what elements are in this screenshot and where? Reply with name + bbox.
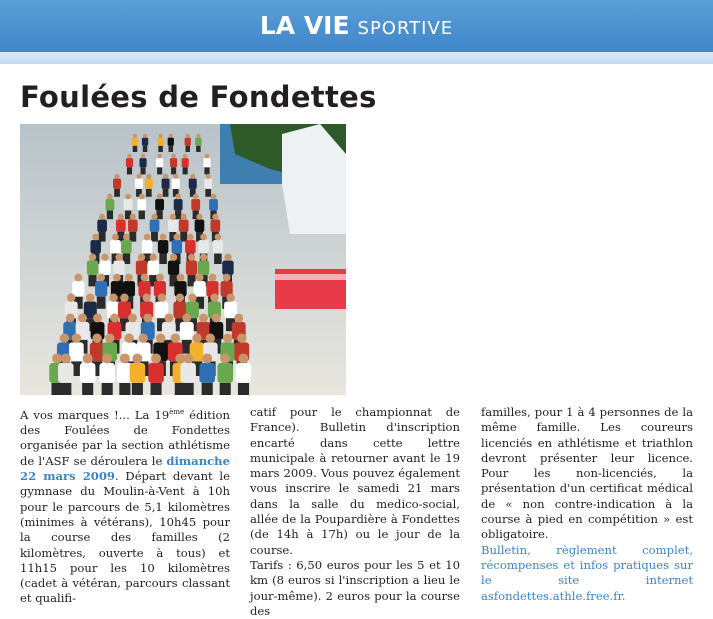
runner-head — [66, 314, 75, 323]
runner-head — [202, 353, 212, 363]
runner-head — [61, 353, 71, 363]
runner-legs — [82, 383, 93, 395]
runner-head — [67, 294, 75, 302]
runner-shirt — [199, 363, 215, 383]
article-column-3 — [481, 405, 693, 604]
section-title-lead: LA VIE — [259, 11, 350, 40]
runner-shirt — [139, 158, 146, 167]
runner-shirt — [217, 363, 233, 383]
race-date: dimanche 22 mars 2009 — [20, 453, 230, 484]
runner-head — [164, 314, 173, 323]
runner-legs — [163, 189, 169, 197]
race-photo — [20, 124, 346, 395]
runner-legs — [102, 383, 113, 395]
runner-head — [170, 214, 176, 220]
article-column-2 — [250, 405, 460, 619]
runner-shirt — [222, 260, 233, 275]
runner-head — [196, 134, 200, 138]
runner-head — [212, 214, 218, 220]
runner-shirt — [168, 138, 174, 146]
runner-head — [158, 294, 166, 302]
runner-head — [206, 333, 215, 342]
runner-legs — [214, 254, 222, 265]
runner-head — [120, 353, 130, 363]
runner-shirt — [189, 179, 197, 189]
runner-head — [196, 274, 204, 282]
runner-legs — [133, 146, 138, 152]
runner-head — [141, 154, 146, 159]
runner-head — [192, 333, 201, 342]
runner-head — [52, 353, 62, 363]
runner-head — [114, 174, 119, 179]
runner-head — [206, 174, 211, 179]
runner-shirt — [162, 179, 170, 189]
runner-head — [127, 154, 132, 159]
runner-shirt — [99, 363, 115, 383]
runner-head — [170, 254, 177, 261]
runner-head — [199, 314, 208, 323]
runner-shirt — [209, 199, 218, 210]
runner-shirt — [130, 363, 146, 383]
runner-head — [130, 214, 136, 220]
runner-shirt — [99, 260, 110, 275]
runner-head — [105, 333, 114, 342]
runner-head — [109, 294, 117, 302]
runner-shirt — [58, 363, 74, 383]
runner-head — [234, 314, 243, 323]
runner-legs — [171, 167, 176, 174]
runner-head — [169, 134, 173, 138]
runner-shirt — [90, 240, 101, 254]
runner-legs — [129, 232, 136, 242]
runner-legs — [158, 146, 163, 152]
runner-head — [138, 254, 145, 261]
runner-head — [74, 274, 82, 282]
runner-head — [187, 234, 194, 241]
runner-head — [188, 254, 195, 261]
runner-legs — [132, 383, 143, 395]
runner-head — [143, 134, 147, 138]
runner-shirt — [142, 240, 153, 254]
runner-shirt — [155, 199, 164, 210]
runner-shirt — [195, 220, 205, 232]
runner-head — [215, 234, 222, 241]
runner-head — [220, 353, 230, 363]
runner-shirt — [156, 158, 163, 167]
runner-shirt — [148, 363, 164, 383]
runner-legs — [143, 146, 148, 152]
runner-head — [176, 294, 184, 302]
runner-head — [86, 294, 94, 302]
runner-legs — [175, 210, 181, 219]
runner-head — [200, 254, 207, 261]
runner-head — [132, 353, 142, 363]
runner-head — [151, 214, 157, 220]
runner-shirt — [211, 220, 221, 232]
runner-legs — [60, 383, 71, 395]
runner-head — [99, 214, 105, 220]
schedule-text: . Départ devant le gymnase du Moulin-à-Vent à 10h pour le parcours de 5,1 kilomètres (minimes à vétérans), 10h45 pour la course des familles (2 kilomètres, ouverte à tous) et 11h15 pour les 10 kilomètres (cadet à vétéran, parcours classant et qualifi- — [20, 469, 230, 606]
runner-legs — [159, 254, 167, 265]
runner-shirt — [168, 220, 178, 232]
runner-head — [125, 194, 131, 200]
runner-legs — [220, 383, 231, 395]
runner-shirt — [72, 281, 84, 297]
runner-legs — [127, 167, 132, 174]
runner-head — [212, 314, 221, 323]
runner-legs — [141, 167, 146, 174]
runner-head — [72, 333, 81, 342]
runner-shirt — [142, 138, 148, 146]
runner-shirt — [182, 158, 189, 167]
runner-legs — [114, 189, 120, 197]
runner-legs — [99, 232, 106, 242]
runner-head — [177, 274, 185, 282]
runner-head — [156, 333, 165, 342]
runner-head — [226, 294, 234, 302]
license-paragraph: familles, pour 1 à 4 personnes de la même famille. Les coureurs licenciés en athlétisme et triathlon devront présenter leur licence. Pour les non-licenciés, la présentation d'un certificat médical de « non contre-indication à la course à pied en compétition » est obligatoire. — [481, 405, 693, 542]
runner-shirt — [170, 158, 177, 167]
runner-head — [159, 134, 163, 138]
runner-shirt — [110, 240, 121, 254]
runner-head — [173, 234, 180, 241]
intro-text-cont: édition des Foulées de Fondettes organisée par la section athlétisme de l'ASF se déroulera le — [20, 407, 230, 468]
runner-head — [200, 234, 207, 241]
runner-legs — [146, 189, 152, 197]
runner-head — [93, 314, 102, 323]
runner-head — [146, 174, 151, 179]
runner-head — [101, 254, 108, 261]
runner-head — [170, 333, 179, 342]
runner-legs — [119, 383, 130, 395]
runner-head — [78, 314, 87, 323]
runner-head — [107, 194, 113, 200]
runner-shirt — [97, 220, 107, 232]
runner-shirt — [194, 281, 206, 297]
runner-head — [141, 274, 149, 282]
runner-shirt — [135, 179, 143, 189]
runner-shirt — [113, 179, 121, 189]
runner-shirt — [136, 260, 147, 275]
runner-head — [128, 314, 137, 323]
runner-shirt — [179, 220, 189, 232]
runner-head — [112, 234, 119, 241]
runner-shirt — [168, 260, 179, 275]
runner-shirt — [106, 199, 115, 210]
runner-shirt — [203, 158, 210, 167]
edition-suffix: ème — [169, 408, 185, 416]
runner-head — [196, 214, 202, 220]
registration-paragraph: catif pour le championnat de France). Bulletin d'inscription encarté dans cette lettre municipale à retourner avant le 19 mars 2009. Vous pouvez également vous inscrire le samedi 21 mars dans la salle du medico-social, allée de la Poupardière à Fondettes (de 14h à 17h) ou le jour de la course. — [250, 405, 460, 557]
runner-head — [188, 294, 196, 302]
runner-shirt — [186, 260, 197, 275]
runner-head — [173, 174, 178, 179]
runner-head — [157, 154, 162, 159]
runner-head — [223, 333, 232, 342]
runner-legs — [183, 167, 188, 174]
runner-shirt — [180, 322, 194, 340]
runner-head — [151, 353, 161, 363]
runner-legs — [185, 146, 190, 152]
runner-head — [60, 333, 69, 342]
runner-shirt — [80, 363, 96, 383]
runner-head — [157, 194, 163, 200]
runner-shirt — [198, 240, 209, 254]
runner-head — [182, 314, 191, 323]
runner-shirt — [195, 138, 201, 146]
runner-shirt — [198, 260, 209, 275]
runner-shirt — [124, 199, 133, 210]
runner-head — [211, 194, 217, 200]
banner-stripe — [0, 52, 713, 64]
runner-legs — [183, 383, 194, 395]
runner-legs — [204, 167, 209, 174]
runner-shirt — [87, 260, 98, 275]
runner-shirt — [126, 158, 133, 167]
runner-shirt — [185, 240, 196, 254]
runner-legs — [107, 210, 113, 219]
runner-head — [181, 214, 187, 220]
article-column-1 — [20, 405, 230, 607]
runner-shirt — [150, 220, 160, 232]
runner-shirt — [191, 199, 200, 210]
runner-head — [115, 254, 122, 261]
runner-head — [186, 134, 190, 138]
runner-head — [163, 174, 168, 179]
runner-head — [125, 274, 133, 282]
runner-head — [133, 134, 137, 138]
runner-shirt — [172, 240, 183, 254]
runner-head — [136, 174, 141, 179]
runner-head — [120, 294, 128, 302]
runner-head — [89, 254, 96, 261]
runner-shirt — [113, 260, 124, 275]
intro-text: A vos marques !... La 19 — [20, 407, 170, 422]
runner-shirt — [157, 138, 163, 146]
runner-shirt — [213, 240, 224, 254]
runner-shirt — [145, 179, 153, 189]
runner-head — [190, 174, 195, 179]
runner-shirt — [121, 240, 132, 254]
runner-head — [210, 294, 218, 302]
runner-shirt — [128, 220, 138, 232]
info-paragraph: Bulletin, règlement complet, récompenses et infos pratiques sur le site internet asfondettes.athle.free.fr. — [481, 542, 693, 603]
runner-head — [237, 333, 246, 342]
runner-shirt — [132, 138, 138, 146]
runner-head — [102, 353, 112, 363]
section-title-rest: sportive — [357, 11, 454, 40]
runner-legs — [202, 383, 213, 395]
runner-legs — [151, 383, 162, 395]
runner-head — [171, 154, 176, 159]
runner-head — [142, 294, 150, 302]
intro-paragraph — [20, 405, 230, 607]
runner-head — [224, 254, 231, 261]
runner-head — [92, 234, 99, 241]
runner-legs — [180, 232, 187, 242]
runner-head — [92, 333, 101, 342]
runner-head — [139, 194, 145, 200]
runner-shirt — [95, 281, 107, 297]
runner-head — [110, 314, 119, 323]
runner-shirt — [185, 138, 191, 146]
runner-legs — [205, 189, 211, 197]
runner-head — [175, 194, 181, 200]
runner-shirt — [69, 342, 84, 361]
runner-head — [160, 234, 167, 241]
pricing-paragraph: Tarifs : 6,50 euros pour les 5 et 10 km (8 euros si l'inscription a lieu le jour-même). 2 euros pour la course des — [250, 557, 460, 618]
runner-head — [97, 274, 105, 282]
runner-head — [223, 274, 231, 282]
runner-shirt — [158, 240, 169, 254]
runner-shirt — [137, 199, 146, 210]
runner-head — [238, 353, 248, 363]
runner-legs — [139, 210, 145, 219]
runner-head — [113, 274, 121, 282]
runner-shirt — [174, 199, 183, 210]
runner-head — [183, 353, 193, 363]
runner-legs — [238, 383, 249, 395]
runner-head — [143, 314, 152, 323]
runner-head — [209, 274, 217, 282]
runner-head — [124, 333, 133, 342]
runner-head — [193, 194, 199, 200]
runner-legs — [157, 167, 162, 174]
runner-legs — [196, 146, 201, 152]
runner-shirt — [116, 220, 126, 232]
section-title — [0, 0, 713, 52]
runner-legs — [97, 297, 106, 309]
runner-head — [205, 154, 210, 159]
runner-head — [144, 234, 151, 241]
runner-head — [183, 154, 188, 159]
runner-legs — [169, 146, 174, 152]
runner-shirt — [172, 179, 180, 189]
runner-head — [156, 274, 164, 282]
runner-shirt — [180, 363, 196, 383]
runner-head — [123, 234, 130, 241]
runner-shirt — [148, 260, 159, 275]
runner-head — [150, 254, 157, 261]
runner-shirt — [236, 363, 252, 383]
runner-legs — [151, 232, 158, 242]
article-title: Foulées de Fondettes — [20, 80, 377, 114]
runner-head — [118, 214, 124, 220]
runner-head — [139, 333, 148, 342]
runner-head — [83, 353, 93, 363]
runner-shirt — [204, 179, 212, 189]
